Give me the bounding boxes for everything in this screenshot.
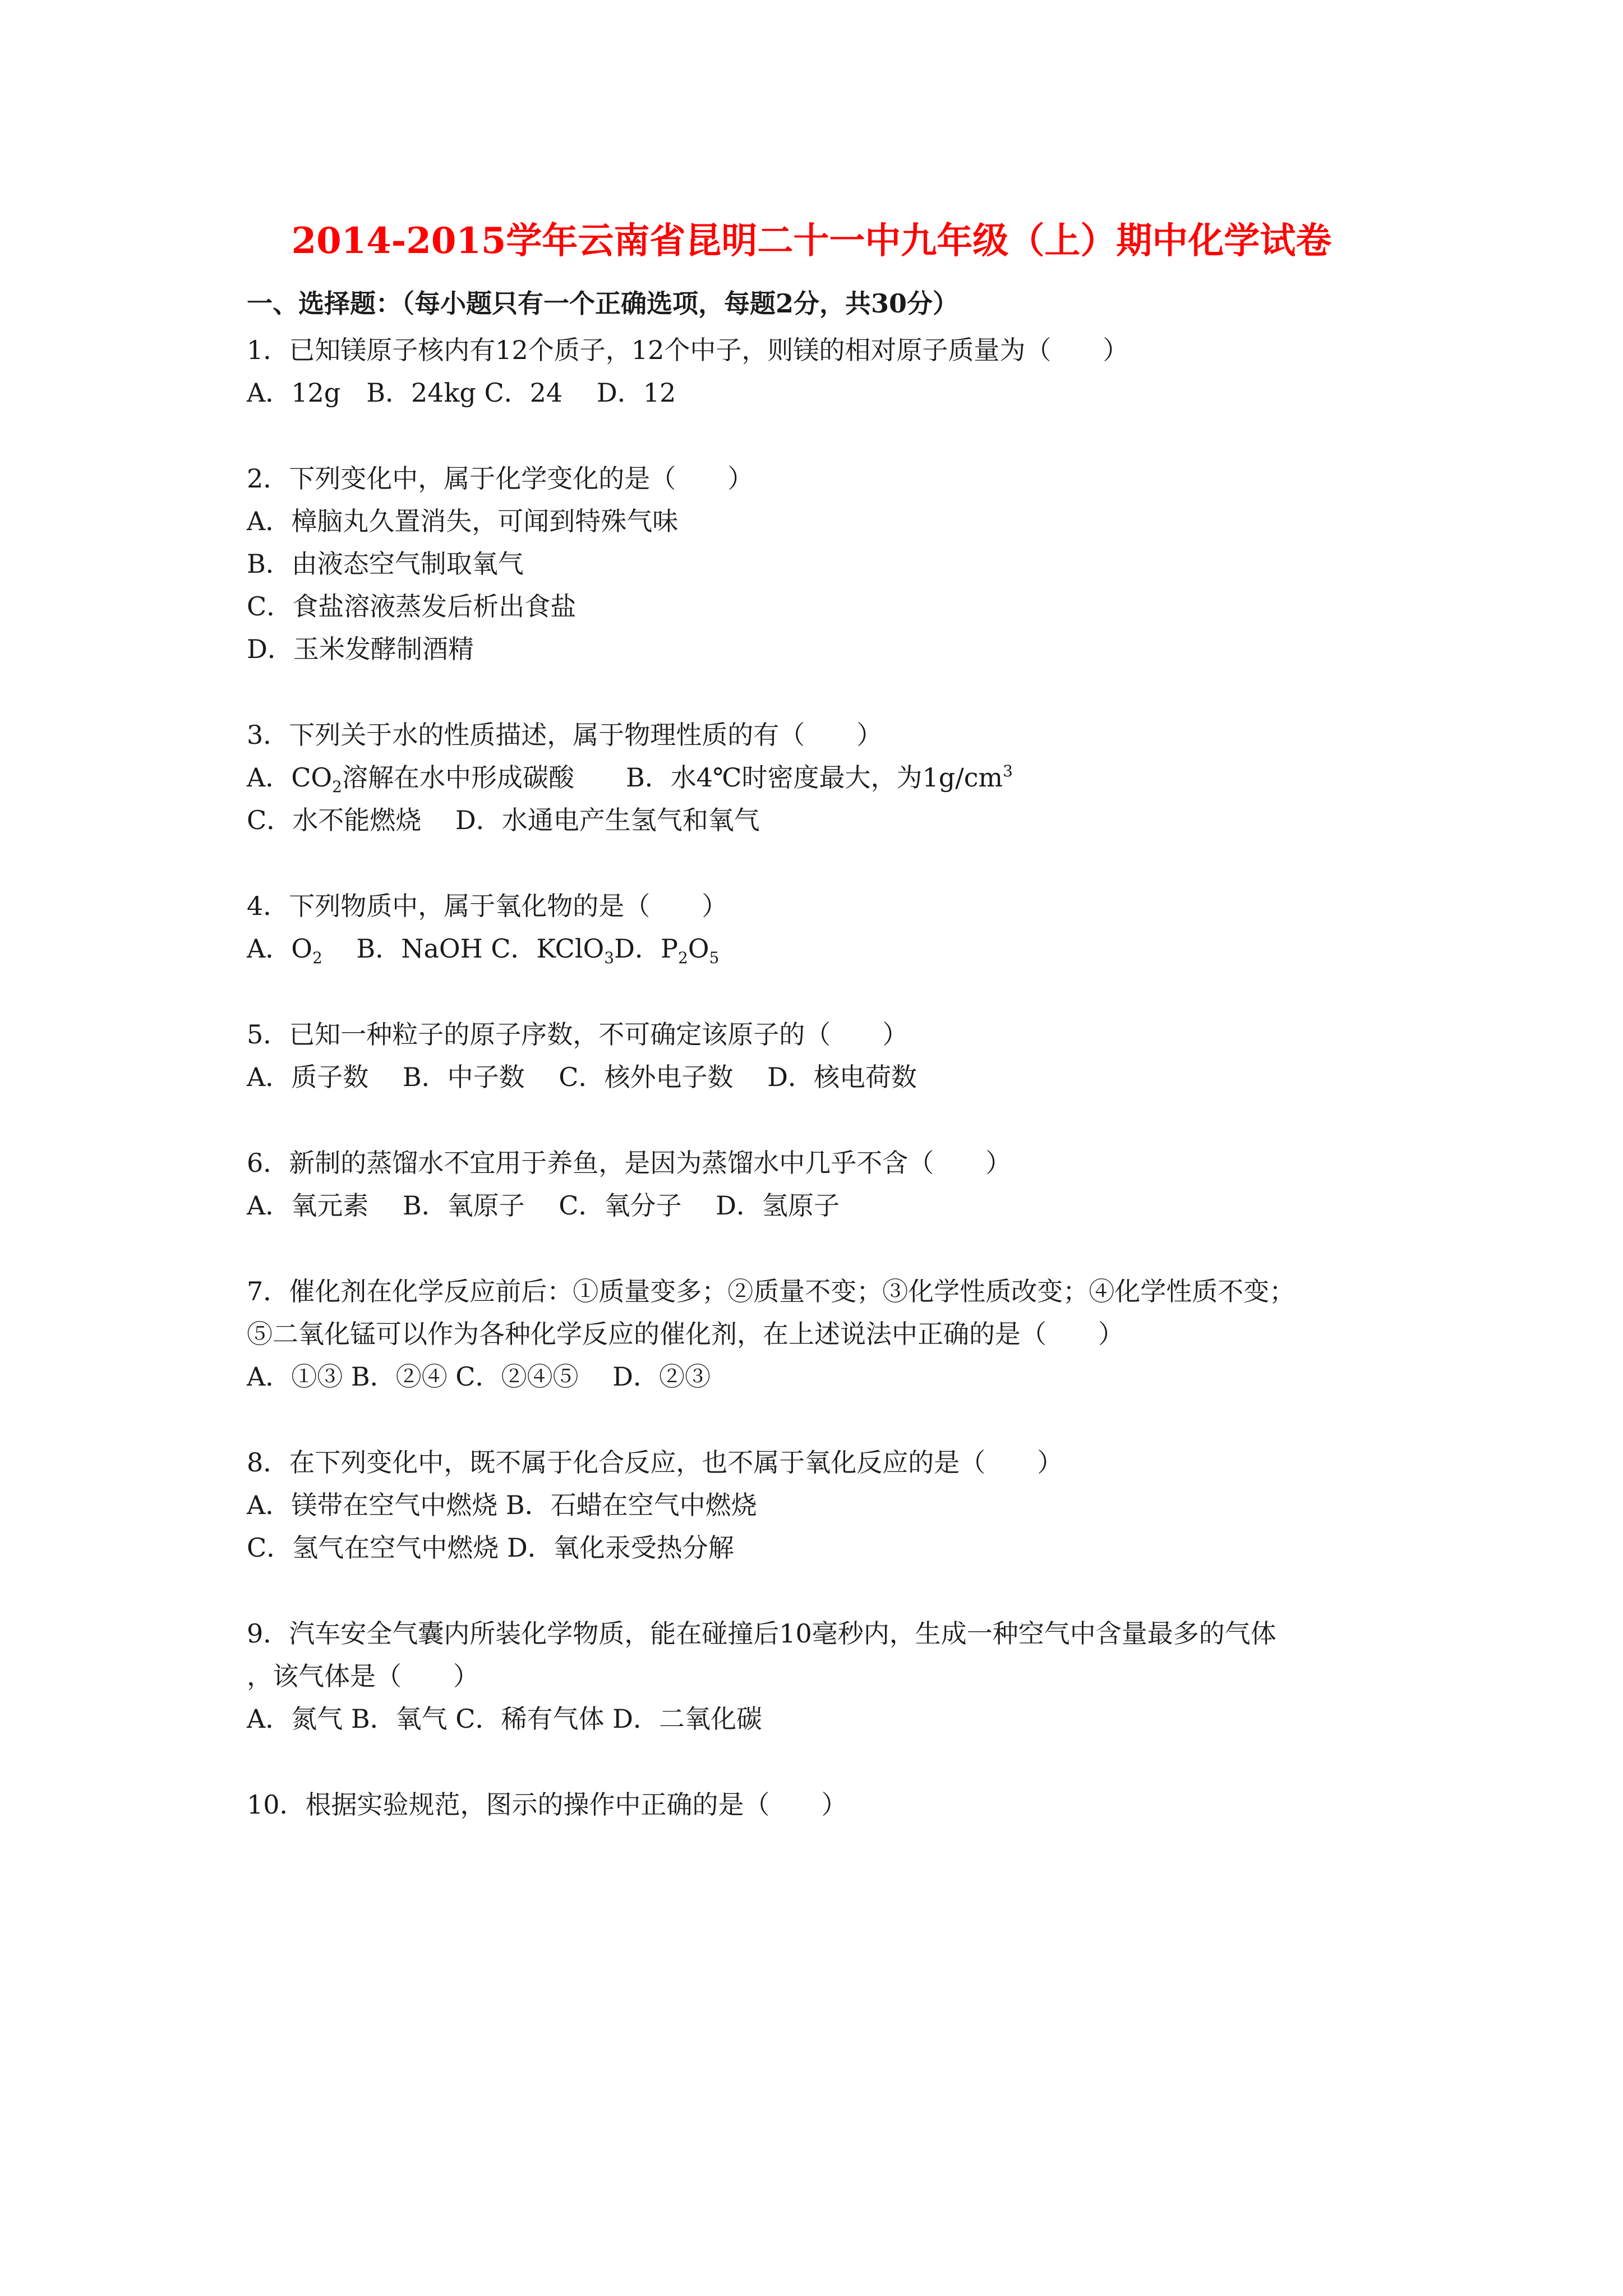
q5-stem: 5．已知一种粒子的原子序数，不可确定该原子的（ ） [247,1019,909,1050]
q3-a-pre: A．CO [247,762,333,793]
q5-options: A．质子数 B．中子数 C．核外电子数 D．核电荷数 [247,1062,917,1092]
q4-d-sub2: 5 [709,949,720,967]
q1-stem: 1．已知镁原子核内有12个质子，12个中子，则镁的相对原子质量为（ ） [247,335,1129,365]
q3-b-superscript: 3 [1003,762,1013,780]
q2-stem: 2．下列变化中，属于化学变化的是（ ） [247,463,754,494]
q3-options-ab [247,758,1013,797]
q4-stem: 4．下列物质中，属于氧化物的是（ ） [247,891,728,921]
q4-options [247,929,719,968]
q8-stem: 8．在下列变化中，既不属于化合反应，也不属于氧化反应的是（ ） [247,1447,1063,1478]
q1-options: A．12g B．24kg C．24 D．12 [247,378,676,408]
q2-option-b: B．由液态空气制取氧气 [247,549,524,579]
q9-options: A．氮气 B．氧气 C．稀有气体 D．二氧化碳 [247,1704,762,1734]
q7-stem-line2: ⑤二氧化锰可以作为各种化学反应的催化剂，在上述说法中正确的是（ ） [247,1319,1124,1349]
q4-a-sub: 2 [312,949,322,967]
section-heading: 一、选择题：（每小题只有一个正确选项，每题2分，共30分） [247,288,959,319]
q6-options: A．氧元素 B．氧原子 C．氧分子 D．氢原子 [247,1190,840,1221]
q2-option-c: C．食盐溶液蒸发后析出食盐 [247,591,577,622]
exam-title: 2014-2015学年云南省昆明二十一中九年级（上）期中化学试卷 [291,220,1332,262]
q7-stem-line1: 7．催化剂在化学反应前后：①质量变多；②质量不变；③化学性质改变；④化学性质不变； [247,1276,1295,1306]
q3-a-post: 溶解在水中形成碳酸 B．水4℃时密度最大，为1g/cm [342,762,1003,793]
q2-option-d: D．玉米发酵制酒精 [247,634,474,664]
q7-options: A．①③ B．②④ C．②④⑤ D．②③ [247,1361,711,1392]
q8-options-ab: A．镁带在空气中燃烧 B．石蜡在空气中燃烧 [247,1490,757,1520]
q3-stem: 3．下列关于水的性质描述，属于物理性质的有（ ） [247,720,883,750]
q3-options-cd: C．水不能燃烧 D．水通电产生氢气和氧气 [247,805,760,835]
q10-stem: 10．根据实验规范，图示的操作中正确的是（ ） [247,1789,847,1820]
q9-stem-line1: 9．汽车安全气囊内所装化学物质，能在碰撞后10毫秒内，生成一种空气中含量最多的气体 [247,1618,1276,1649]
q2-option-a: A．樟脑丸久置消失，可闻到特殊气味 [247,506,679,536]
q8-options-cd: C．氢气在空气中燃烧 D．氧化汞受热分解 [247,1533,734,1563]
q3-a-subscript: 2 [332,777,342,796]
q4-d-o: O [688,933,709,964]
q4-bc: B．NaOH C．KClO [322,933,605,964]
q4-d-sub1: 2 [677,949,688,967]
q4-c-sub: 3 [604,949,615,967]
q4-a: A．O [247,933,312,964]
q4-d: D．P [614,933,678,964]
q9-stem-line2: ，该气体是（ ） [247,1661,479,1691]
q6-stem: 6．新制的蒸馏水不宜用于养鱼，是因为蒸馏水中几乎不含（ ） [247,1148,1012,1178]
